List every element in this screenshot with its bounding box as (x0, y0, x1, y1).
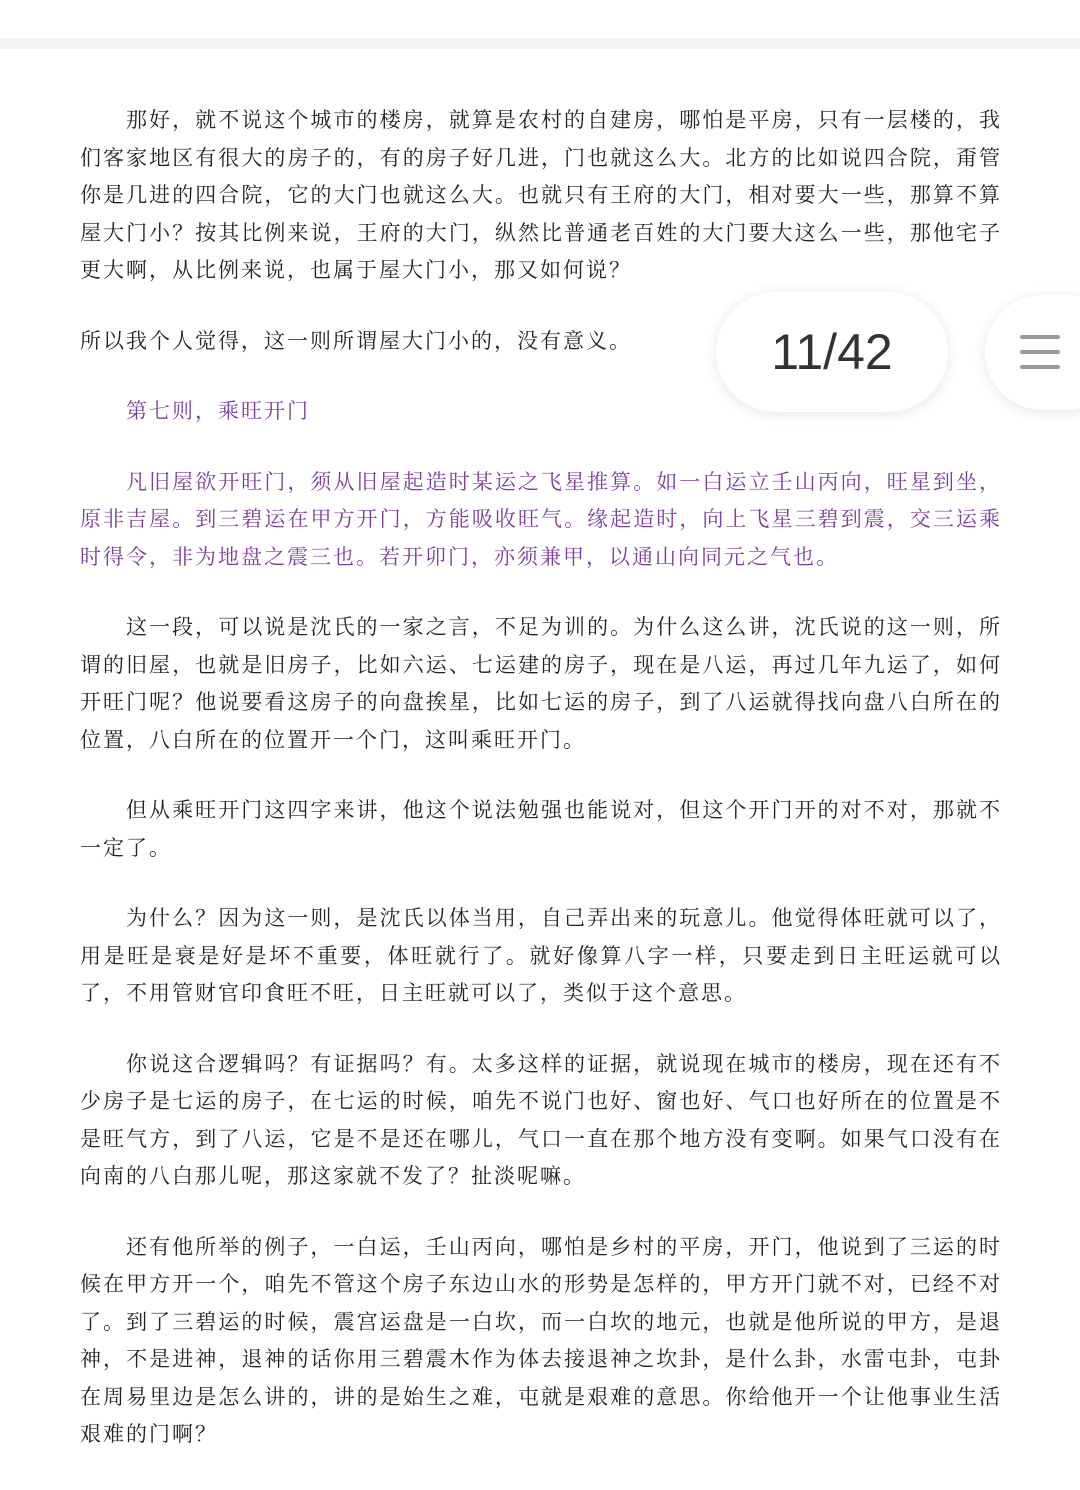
quoted-paragraph: 凡旧屋欲开旺门，须从旧屋起造时某运之飞星推算。如一白运立壬山丙向，旺星到坐，原非吉屋。到三碧运在甲方开门，方能吸收旺气。缘起造时，向上飞星三碧到震，交三运乘时得令，非为地盘之震三也。若开卯门，亦须兼甲，以通山向同元之气也。 (80, 469, 1002, 569)
header-divider (0, 38, 1080, 49)
section-heading: 第七则，乘旺开门 (126, 399, 310, 423)
paragraph: 那好，就不说这个城市的楼房，就算是农村的自建房，哪怕是平房，只有一层楼的，我们客家地区有很大的房子的，有的房子好几进，门也就这么大。北方的比如说四合院，甭管你是几进的四合院，它的大门也就这么大。也就只有王府的大门，相对要大一些，那算不算屋大门小？按其比例来说，王府的大门，纵然比普通老百姓的大门要大这么一些，那他宅子更大啊，从比例来说，也属于屋大门小，那又如何说？ (80, 108, 1002, 282)
paragraph: 为什么？因为这一则，是沈氏以体当用，自己弄出来的玩意儿。他觉得体旺就可以了，用是旺是衰是好是坏不重要，体旺就行了。就好像算八字一样，只要走到日主旺运就可以了，不用管财官印食旺不旺，日主旺就可以了，类似于这个意思。 (80, 906, 1002, 1005)
page-indicator-text: 11/42 (771, 324, 893, 380)
page-indicator[interactable] (716, 292, 948, 412)
paragraph: 这一段，可以说是沈氏的一家之言，不足为训的。为什么这么讲，沈氏说的这一则，所谓的旧屋，也就是旧房子，比如六运、七运建的房子，现在是八运，再过几年九运了，如何开旺门呢？他说要看这房子的向盘挨星，比如七运的房子，到了八运就得找向盘八白所在的位置，八白所在的位置开一个门，这叫乘旺开门。 (80, 615, 1002, 752)
paragraph: 但从乘旺开门这四字来讲，他这个说法勉强也能说对，但这个开门开的对不对，那就不一定了。 (80, 798, 1002, 860)
paragraph: 所以我个人觉得，这一则所谓屋大门小的，没有意义。 (80, 328, 632, 353)
paragraph: 你说这合逻辑吗？有证据吗？有。太多这样的证据，就说现在城市的楼房，现在还有不少房子是七运的房子，在七运的时候，咱先不说门也好、窗也好、气口也好所在的位置是不是旺气方，到了八运，它是不是还在哪儿，气口一直在那个地方没有变啊。如果气口没有在向南的八白那儿呢，那这家就不发了？扯淡呢嘛。 (80, 1051, 1002, 1188)
top-bar (0, 0, 1080, 38)
paragraph: 还有他所举的例子，一白运，壬山丙向，哪怕是乡村的平房，开门，他说到了三运的时候在甲方开一个，咱先不管这个房子东边山水的形势是怎样的，甲方开门就不对，已经不对了。到了三碧运的时候，震宫运盘是一白坎，而一白坎的地元，也就是他所说的甲方，是退神，不是进神，退神的话你用三碧震木作为体去接退神之坎卦，是什么卦，水雷屯卦，屯卦在周易里边是怎么讲的，讲的是始生之难，屯就是艰难的意思。你给他开一个让他事业生活艰难的门啊？ (80, 1234, 1002, 1446)
